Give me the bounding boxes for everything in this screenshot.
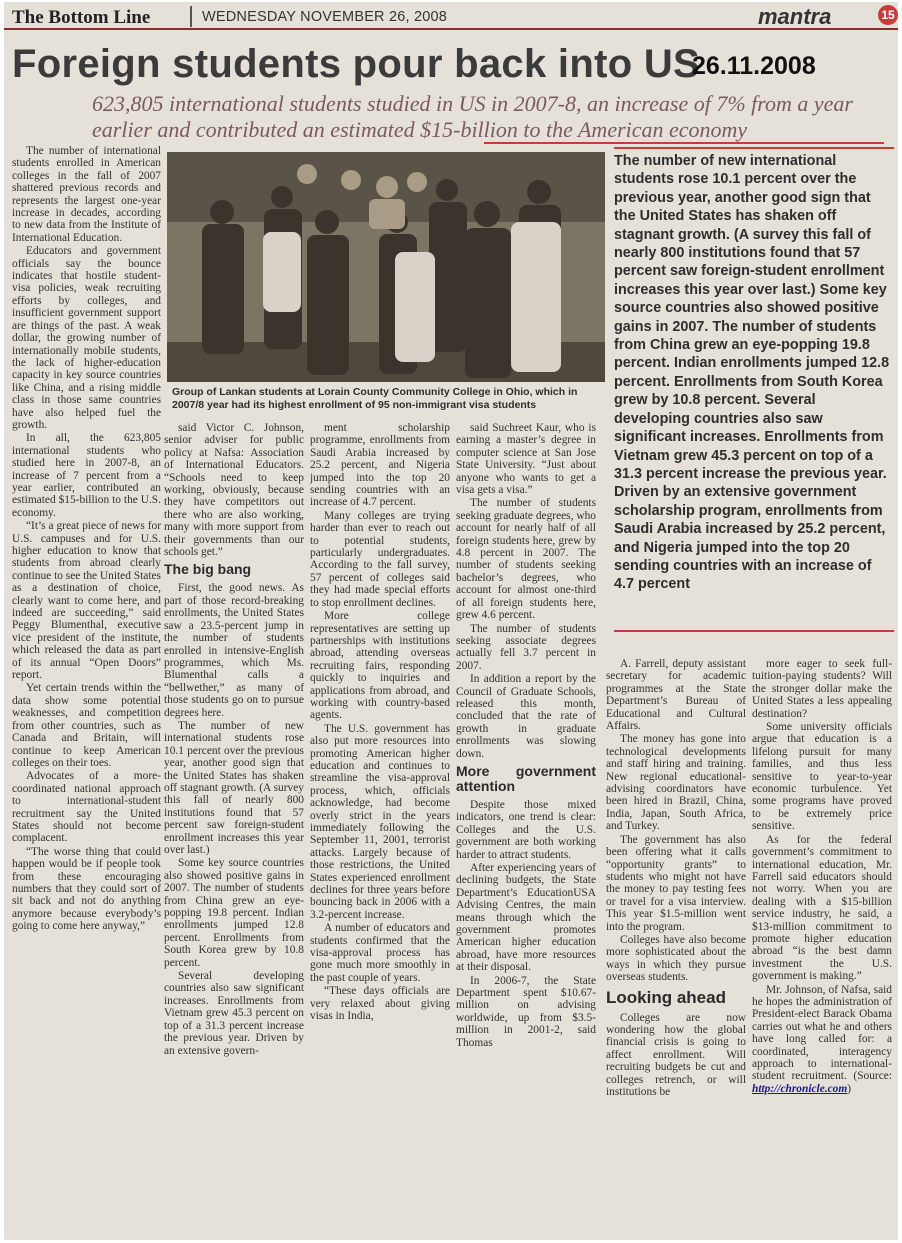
paragraph: “It’s a great piece of news for U.S. campuses and for U.S. higher education to know that students from abroad clearly continue to see the United States as a destination of choice, clearly want to come here, and indeed are succeeding,” said Peggy Blumenthal, executive vice president of the institute, which released the data as part of its annual “Open Doors” report. [12,520,161,682]
paragraph: The U.S. government has also put more resources into promoting American higher education and continues to streamline the visa-approval process, which, officials acknowledge, had become overly strict in the years immediately following the September 11, 2001, terrorist attacks. Largely because of those restrictions, the United States experienced enrollment declines for three years before bouncing back in 2006 with a 3.2-percent increase. [310,722,450,921]
paragraph: Several developing countries also saw significant increases. Enrollments from Vietnam grew 45.3 percent on top of a 31.3 percent increase the previous year. Driven by an extensive govern- [164,970,304,1057]
section-heading: Looking ahead [606,987,726,1007]
article-column-3 [310,422,450,1240]
section-heading: The big bang [164,561,252,578]
paragraph: First, the good news. As part of those record-breaking enrollments, the United States saw a 23.5-percent jump in the number of students enrolled in intensive-English programmes, which Ms. Blumenthal calls a “bellwether,” as many of those students go on to pursue degrees here. [164,582,304,719]
paragraph: The government has also been offering what it calls “opportunity grants” to students who might not have the money to pay testing fees or travel for a visa interview. This year $1.5-million went into the program. [606,833,746,933]
paragraph: The number of students seeking graduate degrees, who account for nearly half of all foreign students here, grew by 4.8 percent in 2007. The number of students seeking bachelor’s degrees, who account for almost one-third of all foreign students here, grew 4.6 percent. [456,497,596,622]
article-column-6 [752,658,892,1240]
source-close: ) [847,1082,852,1095]
paragraph: A. Farrell, deputy assistant secretary for academic programmes at the State Department’s Bureau of Educational and Cultural Affairs. [606,658,746,733]
paragraph: Some key source countries also showed positive gains in 2007. The number of students from China grew an eye-popping 19.8 percent. Indian enrollments jumped 12.8 percent. Enrollments from South Korea grew by 10.8 percent. [164,857,304,969]
paragraph: said Victor C. Johnson, senior adviser for public policy at Nafsa: Association of International Educators. “Schools need to keep working, obviously, because they have competitors out there who are also working, many with more support from their governments than our schools get.” [164,422,304,559]
paragraph: Many colleges are trying harder than ever to reach out to potential students, particularly undergraduates. According to the fall survey, 57 percent of colleges said they had made special efforts to stop enrollment declines. [310,509,450,609]
headline: Foreign students pour back into US [12,42,701,86]
paragraph: The number of new international students rose 10.1 percent over the previous year, another good sign that the United States has shaken off stagnant growth. (A survey this fall of nearly 800 institutions found that 57 percent saw foreign-student enrollment increases this year over last.) [164,719,304,856]
paragraph: Advocates of a more-coordinated national approach to international-student recruitment say the United States should not become complacent. [12,770,161,845]
paragraph: “The worse thing that could happen would be if people took from these encouraging numbers that they could sort of sit back and not do anything anymore because everybody’s going to come here anyway,” [12,845,161,933]
masthead-divider [190,6,192,27]
paragraph: Colleges have also become more sophisticated about the ways in which they pursue overseas students. [606,933,746,984]
paragraph: More college representatives are setting up partnerships with institutions abroad, attending overseas recruiting fairs, responding quickly to inquiries and applications from abroad, and working with country-based agents. [310,610,450,722]
date-stamp: 26.11.2008 [692,52,816,80]
paragraph: said Suchreet Kaur, who is earning a master’s degree in computer science at San Jose State University. “Just about anyone who wants to get a visa gets a visa.” [456,422,596,497]
deck-subheadline: 623,805 international students studied in US in 2007-8, an increase of 7% from a year earlier and contributed an estimated $15-billion to the American economy [92,91,853,142]
paragraph: The number of international students enrolled in American colleges in the fall of 2007 shattered previous records and represents the largest one-year increase in decades, according to new data from the Institute of International Education. [12,145,161,244]
paragraph: In addition a report by the Council of Graduate Schools, released this month, concluded that the rate of growth in graduate enrollments was slowing down. [456,673,596,760]
section-title: The Bottom Line [12,7,151,28]
paragraph: In 2006-7, the State Department spent $10.67-million on advising worldwide, up from $3.5-million in 2001-2, said Thomas [456,974,596,1049]
paragraph: ment scholarship programme, enrollments from Saudi Arabia increased by 25.2 percent, and Nigeria jumped into the top 20 sending countries with an increase of 4.7 percent. [310,422,450,509]
paragraph: As for the federal government’s commitment to international education, Mr. Farrell said educators should not worry. When you are dealing with a $15-billion service industry, he said, a $13-million commitment to promote higher education abroad “is the best damn investment the U.S. government is making.” [752,833,892,983]
article-column-5 [606,658,746,1240]
group-photo-image [167,152,605,382]
pull-quote-top-rule [614,147,894,149]
paragraph-text: Mr. Johnson, of Nafsa, said he hopes the administration of President-elect Barack Obama carries out what he and others have long called for: a coordinated, interagency approach to international-student recruitment. (Source: [752,983,892,1083]
pull-quote-bottom-rule [614,630,894,632]
masthead-bar [4,2,898,30]
paragraph: Educators and government officials say the bounce indicates that hostile student-visa policies, weak recruiting efforts by colleges, and insufficient government support are things of the past. A weak dollar, the growing number of internationally mobile students, the lack of higher-education capacity in key source countries like China, and a rising middle class in those same countries have also helped fuel the growth. [12,245,161,431]
article-column-1 [12,145,161,1240]
group-photo [167,152,605,382]
paragraph: A number of educators and students confirmed that the visa-approval process has gone much more smoothly in the past couple of years. [310,922,450,984]
page-number-badge: 15 [878,5,898,25]
paragraph: In all, the 623,805 international students who studied here in 2007-8, an increase of 7 percent from a year earlier, contributed an estimated $15-billion to the U.S. economy. [12,432,161,519]
paragraph: more eager to seek full-tuition-paying students? Will the stronger dollar make the United States a less appealing destination? [752,658,892,720]
paragraph: The number of students seeking associate degrees actually fell 3.7 percent in 2007. [456,622,596,672]
paragraph: Colleges are now wondering how the global financial crisis is going to affect enrollment. Will recruiting budgets be cut and colleges retrench, or will institutions be [606,1011,746,1098]
pull-quote: The number of new international students rose 10.1 percent over the previous year, another good sign that the United States has shaken off stagnant growth. (A survey this fall of nearly 800 institutions found that 57 percent saw foreign-student enrollment increases this year over last.) Some key source countries also showed positive gains in 2007. The number of students from China grew an eye-popping 19.8 percent. Indian enrollments jumped 12.8 percent. Enrollments from South Korea grew by 10.8 percent. Several developing countries also saw significant increases. Enrollments from Vietnam grew 45.3 percent on top of a 31.3 percent increase the previous year. Driven by an extensive government scholarship program, enrollments from Saudi Arabia increased by 25.2 percent, and Nigeria jumped into the top 20 sending countries with an increase of 4.7 percent [614,153,890,593]
deck-underline [484,142,884,144]
paragraph: “These days officials are very relaxed about giving visas in India, [310,985,450,1023]
paragraph: Yet certain trends within the data show some potential weaknesses, and competition from other countries, such as Canada and Britain, will continue to keep American colleges on their toes. [12,682,161,769]
paragraph: Despite those mixed indicators, one trend is clear: Colleges and the U.S. government are both working harder to attract students. [456,798,596,861]
newspaper-page [4,2,898,1240]
paragraph: Some university officials argue that education is a lifelong pursuit for many families, and thus less sensitive to year-to-year economic turbulence. Yet some programs have proved to be extremely price sensitive. [752,721,892,833]
paragraph: After experiencing years of declining budgets, the State Department’s EducationUSA Advising Centres, the main means through which the government promotes American higher education abroad, have more resources at their disposal. [456,862,596,974]
paragraph [752,984,892,1096]
article-column-4 [456,422,596,1240]
dateline: WEDNESDAY NOVEMBER 26, 2008 [202,9,448,25]
source-link[interactable]: http://chronicle.com [752,1082,848,1095]
photo-caption: Group of Lankan students at Lorain County Community College in Ohio, which in 2007/8 year had its highest enrollment of 95 non-immigrant visa students [172,386,578,411]
magazine-logo: mantra [758,4,832,29]
section-heading: More government attention [456,762,596,794]
paragraph: The money has gone into technological developments and staff hiring and training. New regional educational-advising coordinators have been hired in Brazil, China, India, Japan, South Africa, and Turkey. [606,733,746,833]
article-column-2 [164,422,304,1240]
